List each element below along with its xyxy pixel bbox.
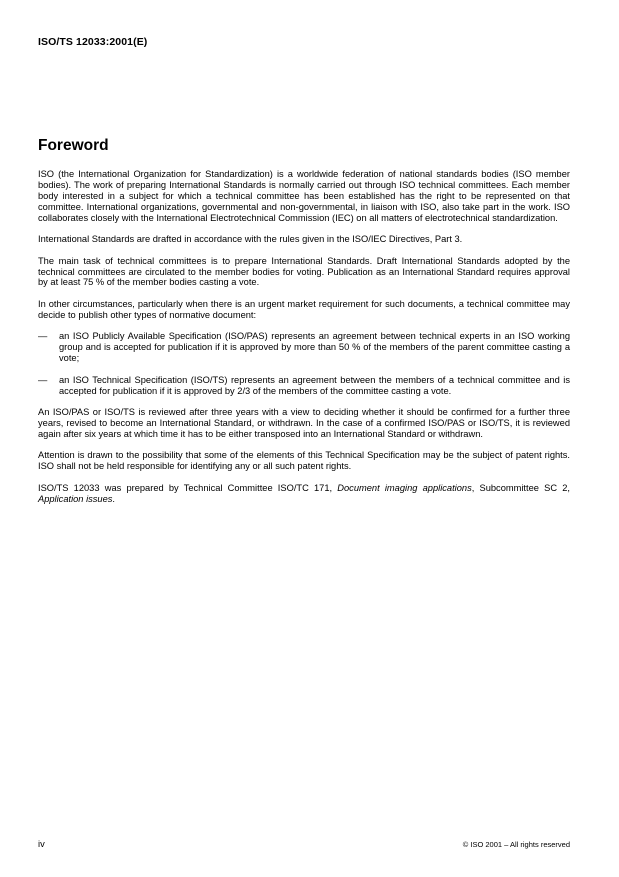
paragraph-directives: International Standards are drafted in accordance with the rules given in the ISO/IEC Directives, Part 3. (38, 234, 463, 245)
prepared-by-text-3: . (112, 493, 116, 504)
list-item-pas (38, 331, 570, 364)
prepared-by-text-2: , Subcommittee SC 2, (471, 482, 570, 493)
page-number: iv (38, 839, 45, 849)
paragraph-prepared-by (38, 483, 570, 505)
subcommittee-name: Application issues (38, 493, 113, 504)
list-item-text: an ISO Publicly Available Specification (ISO/PAS) represents an agreement between technical experts in an ISO working group and is accepted for publication if it is approved by more than 50 % of the members of the parent committee casting a vote; (59, 331, 570, 364)
paragraph-patent: Attention is drawn to the possibility that some of the elements of this Technical Specification may be the subject of patent rights. ISO shall not be held responsible for identifying any or all such patent rights. (38, 450, 570, 472)
paragraph-main-task: The main task of technical committees is to prepare International Standards. Draft International Standards adopted by the technical committees are circulated to the member bodies for voting. Publication as an International Standard requires approval by at least 75 % of the member bodies casting a vote. (38, 255, 570, 288)
list-item-text: an ISO Technical Specification (ISO/TS) represents an agreement between the members of a technical committee and is accepted for publication if it is approved by 2/3 of the members of the committee casting a vote. (59, 374, 570, 396)
document-id: ISO/TS 12033:2001(E) (38, 36, 148, 48)
dash-marker: — (38, 374, 48, 385)
paragraph-iso-intro: ISO (the International Organization for Standardization) is a worldwide federation of national standards bodies (ISO member bodies). The work of preparing International Standards is normally carried out through ISO technical committees. Each member body interested in a subject for which a technical committee has been established has the right to be represented on that committee. International organizations, governmental and non-governmental, in liaison with ISO, also take part in the work. ISO collaborates closely with the International Electrotechnical Commission (IEC) on all matters of electrotechnical standardization. (38, 169, 570, 223)
foreword-heading: Foreword (38, 137, 109, 154)
paragraph-review: An ISO/PAS or ISO/TS is reviewed after three years with a view to deciding whether it should be confirmed for a further three years, revised to become an International Standard, or withdrawn. In the case of a confirmed ISO/PAS or ISO/TS, it is reviewed again after six years at which time it has to be either transposed into an International Standard or withdrawn. (38, 407, 570, 439)
foreword-body (38, 169, 570, 515)
copyright-notice: © ISO 2001 – All rights reserved (462, 840, 570, 849)
dash-marker: — (38, 331, 48, 342)
prepared-by-text: ISO/TS 12033 was prepared by Technical Committee ISO/TC 171, (38, 482, 338, 493)
committee-name: Document imaging applications (337, 482, 472, 493)
list-item-ts (38, 375, 570, 397)
paragraph-other-circumstances: In other circumstances, particularly when there is an urgent market requirement for such documents, a technical committee may decide to publish other types of normative document: (38, 298, 570, 320)
